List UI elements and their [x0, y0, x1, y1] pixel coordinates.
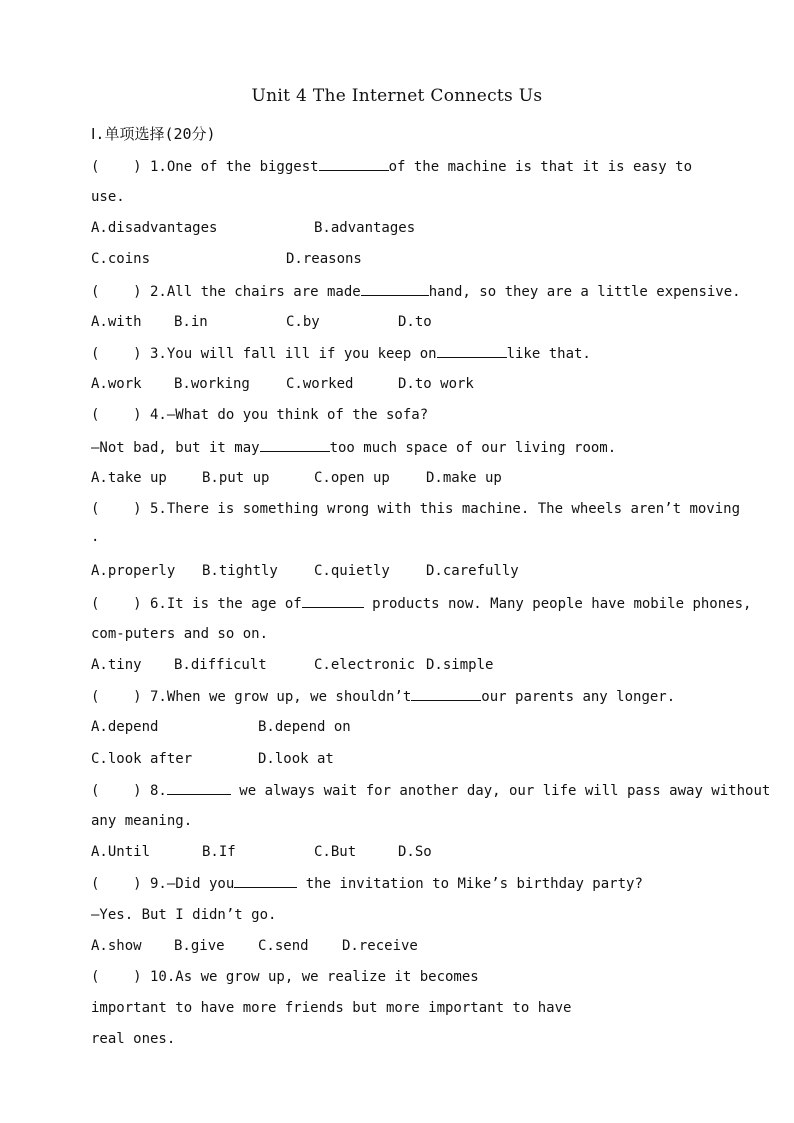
- question-3: [91, 344, 591, 363]
- q4-option-d: D.make up: [426, 470, 502, 486]
- q2-option-a: A.with: [91, 314, 142, 330]
- q5-option-b: B.tightly: [202, 563, 278, 579]
- q1-option-d: D.reasons: [286, 251, 362, 267]
- q6-blank[interactable]: [302, 594, 364, 608]
- question-5: ( ) 5.There is something wrong with this machine. The wheels aren’t moving: [91, 501, 741, 517]
- q1-option-c: C.coins: [91, 251, 151, 267]
- q2-option-d: D.to: [398, 314, 432, 330]
- question-1: [91, 157, 692, 176]
- question-9: [91, 874, 643, 893]
- q9-option-b: B.give: [174, 938, 225, 954]
- question-6: [91, 594, 751, 613]
- q9-option-a: A.show: [91, 938, 142, 954]
- question-7: [91, 687, 675, 706]
- question-4: ( ) 4.—What do you think of the sofa?: [91, 407, 429, 423]
- q8-option-c: C.But: [314, 844, 357, 860]
- q8-option-d: D.So: [398, 844, 432, 860]
- question-8: [91, 781, 770, 800]
- q6-prefix: ( ) 6.It is the age of: [91, 596, 302, 612]
- q6-continuation: com-puters and so on.: [91, 626, 269, 642]
- q3-option-a: A.work: [91, 376, 142, 392]
- q9-suffix: the invitation to Mike’s birthday party?: [297, 876, 643, 892]
- section-heading: Ⅰ.单项选择(20分): [91, 125, 216, 143]
- q7-prefix: ( ) 7.When we grow up, we shouldn’t: [91, 689, 412, 705]
- q5-option-d: D.carefully: [426, 563, 519, 579]
- q1-continuation: use.: [91, 189, 125, 205]
- q1-suffix: of the machine is that it is easy to: [388, 159, 693, 175]
- q7-option-c: C.look after: [91, 751, 193, 767]
- q1-option-a: A.disadvantages: [91, 220, 218, 236]
- q4-suffix: too much space of our living room.: [329, 440, 617, 456]
- q3-option-c: C.worked: [286, 376, 354, 392]
- q6-option-b: B.difficult: [174, 657, 267, 673]
- page-title: Unit 4 The Internet Connects Us: [251, 86, 543, 106]
- q9-response: —Yes. But I didn’t go.: [91, 907, 277, 923]
- q10-line-2: important to have more friends but more important to have: [91, 1000, 572, 1016]
- q6-option-d: D.simple: [426, 657, 494, 673]
- q5-option-a: A.properly: [91, 563, 176, 579]
- q3-blank[interactable]: [437, 344, 507, 358]
- q2-prefix: ( ) 2.All the chairs are made: [91, 284, 361, 300]
- q2-option-c: C.by: [286, 314, 320, 330]
- question-10: ( ) 10.As we grow up, we realize it becomes: [91, 969, 479, 985]
- q4-option-b: B.put up: [202, 470, 270, 486]
- q6-option-c: C.electronic: [314, 657, 416, 673]
- q6-option-a: A.tiny: [91, 657, 142, 673]
- q8-option-a: A.Until: [91, 844, 151, 860]
- q4-option-a: A.take up: [91, 470, 167, 486]
- q5-continuation: .: [91, 529, 100, 545]
- q6-suffix: products now. Many people have mobile phones,: [363, 596, 752, 612]
- q8-continuation: any meaning.: [91, 813, 193, 829]
- q2-suffix: hand, so they are a little expensive.: [428, 284, 741, 300]
- q3-option-d: D.to work: [398, 376, 474, 392]
- q5-option-c: C.quietly: [314, 563, 390, 579]
- q9-option-c: C.send: [258, 938, 309, 954]
- q2-option-b: B.in: [174, 314, 208, 330]
- q9-prefix: ( ) 9.—Did you: [91, 876, 235, 892]
- q7-option-d: D.look at: [258, 751, 334, 767]
- q8-blank[interactable]: [167, 781, 231, 795]
- q1-option-b: B.advantages: [314, 220, 416, 236]
- q2-blank[interactable]: [361, 282, 429, 296]
- q7-suffix: our parents any longer.: [481, 689, 676, 705]
- q7-option-b: B.depend on: [258, 719, 351, 735]
- question-2: [91, 282, 741, 301]
- q1-blank[interactable]: [319, 157, 389, 171]
- q7-blank[interactable]: [411, 687, 481, 701]
- q3-option-b: B.working: [174, 376, 250, 392]
- q4-blank[interactable]: [260, 438, 330, 452]
- q9-option-d: D.receive: [342, 938, 418, 954]
- q4-prefix: —Not bad, but it may: [91, 440, 260, 456]
- q8-prefix: ( ) 8.: [91, 783, 167, 799]
- q7-option-a: A.depend: [91, 719, 159, 735]
- q9-blank[interactable]: [234, 874, 297, 888]
- q3-prefix: ( ) 3.You will fall ill if you keep on: [91, 346, 437, 362]
- q3-suffix: like that.: [506, 346, 591, 362]
- q4-response: [91, 438, 616, 457]
- q8-suffix: we always wait for another day, our life will pass away without: [230, 783, 771, 799]
- q4-option-c: C.open up: [314, 470, 390, 486]
- q1-prefix: ( ) 1.One of the biggest: [91, 159, 319, 175]
- q8-option-b: B.If: [202, 844, 236, 860]
- q10-line-3: real ones.: [91, 1031, 176, 1047]
